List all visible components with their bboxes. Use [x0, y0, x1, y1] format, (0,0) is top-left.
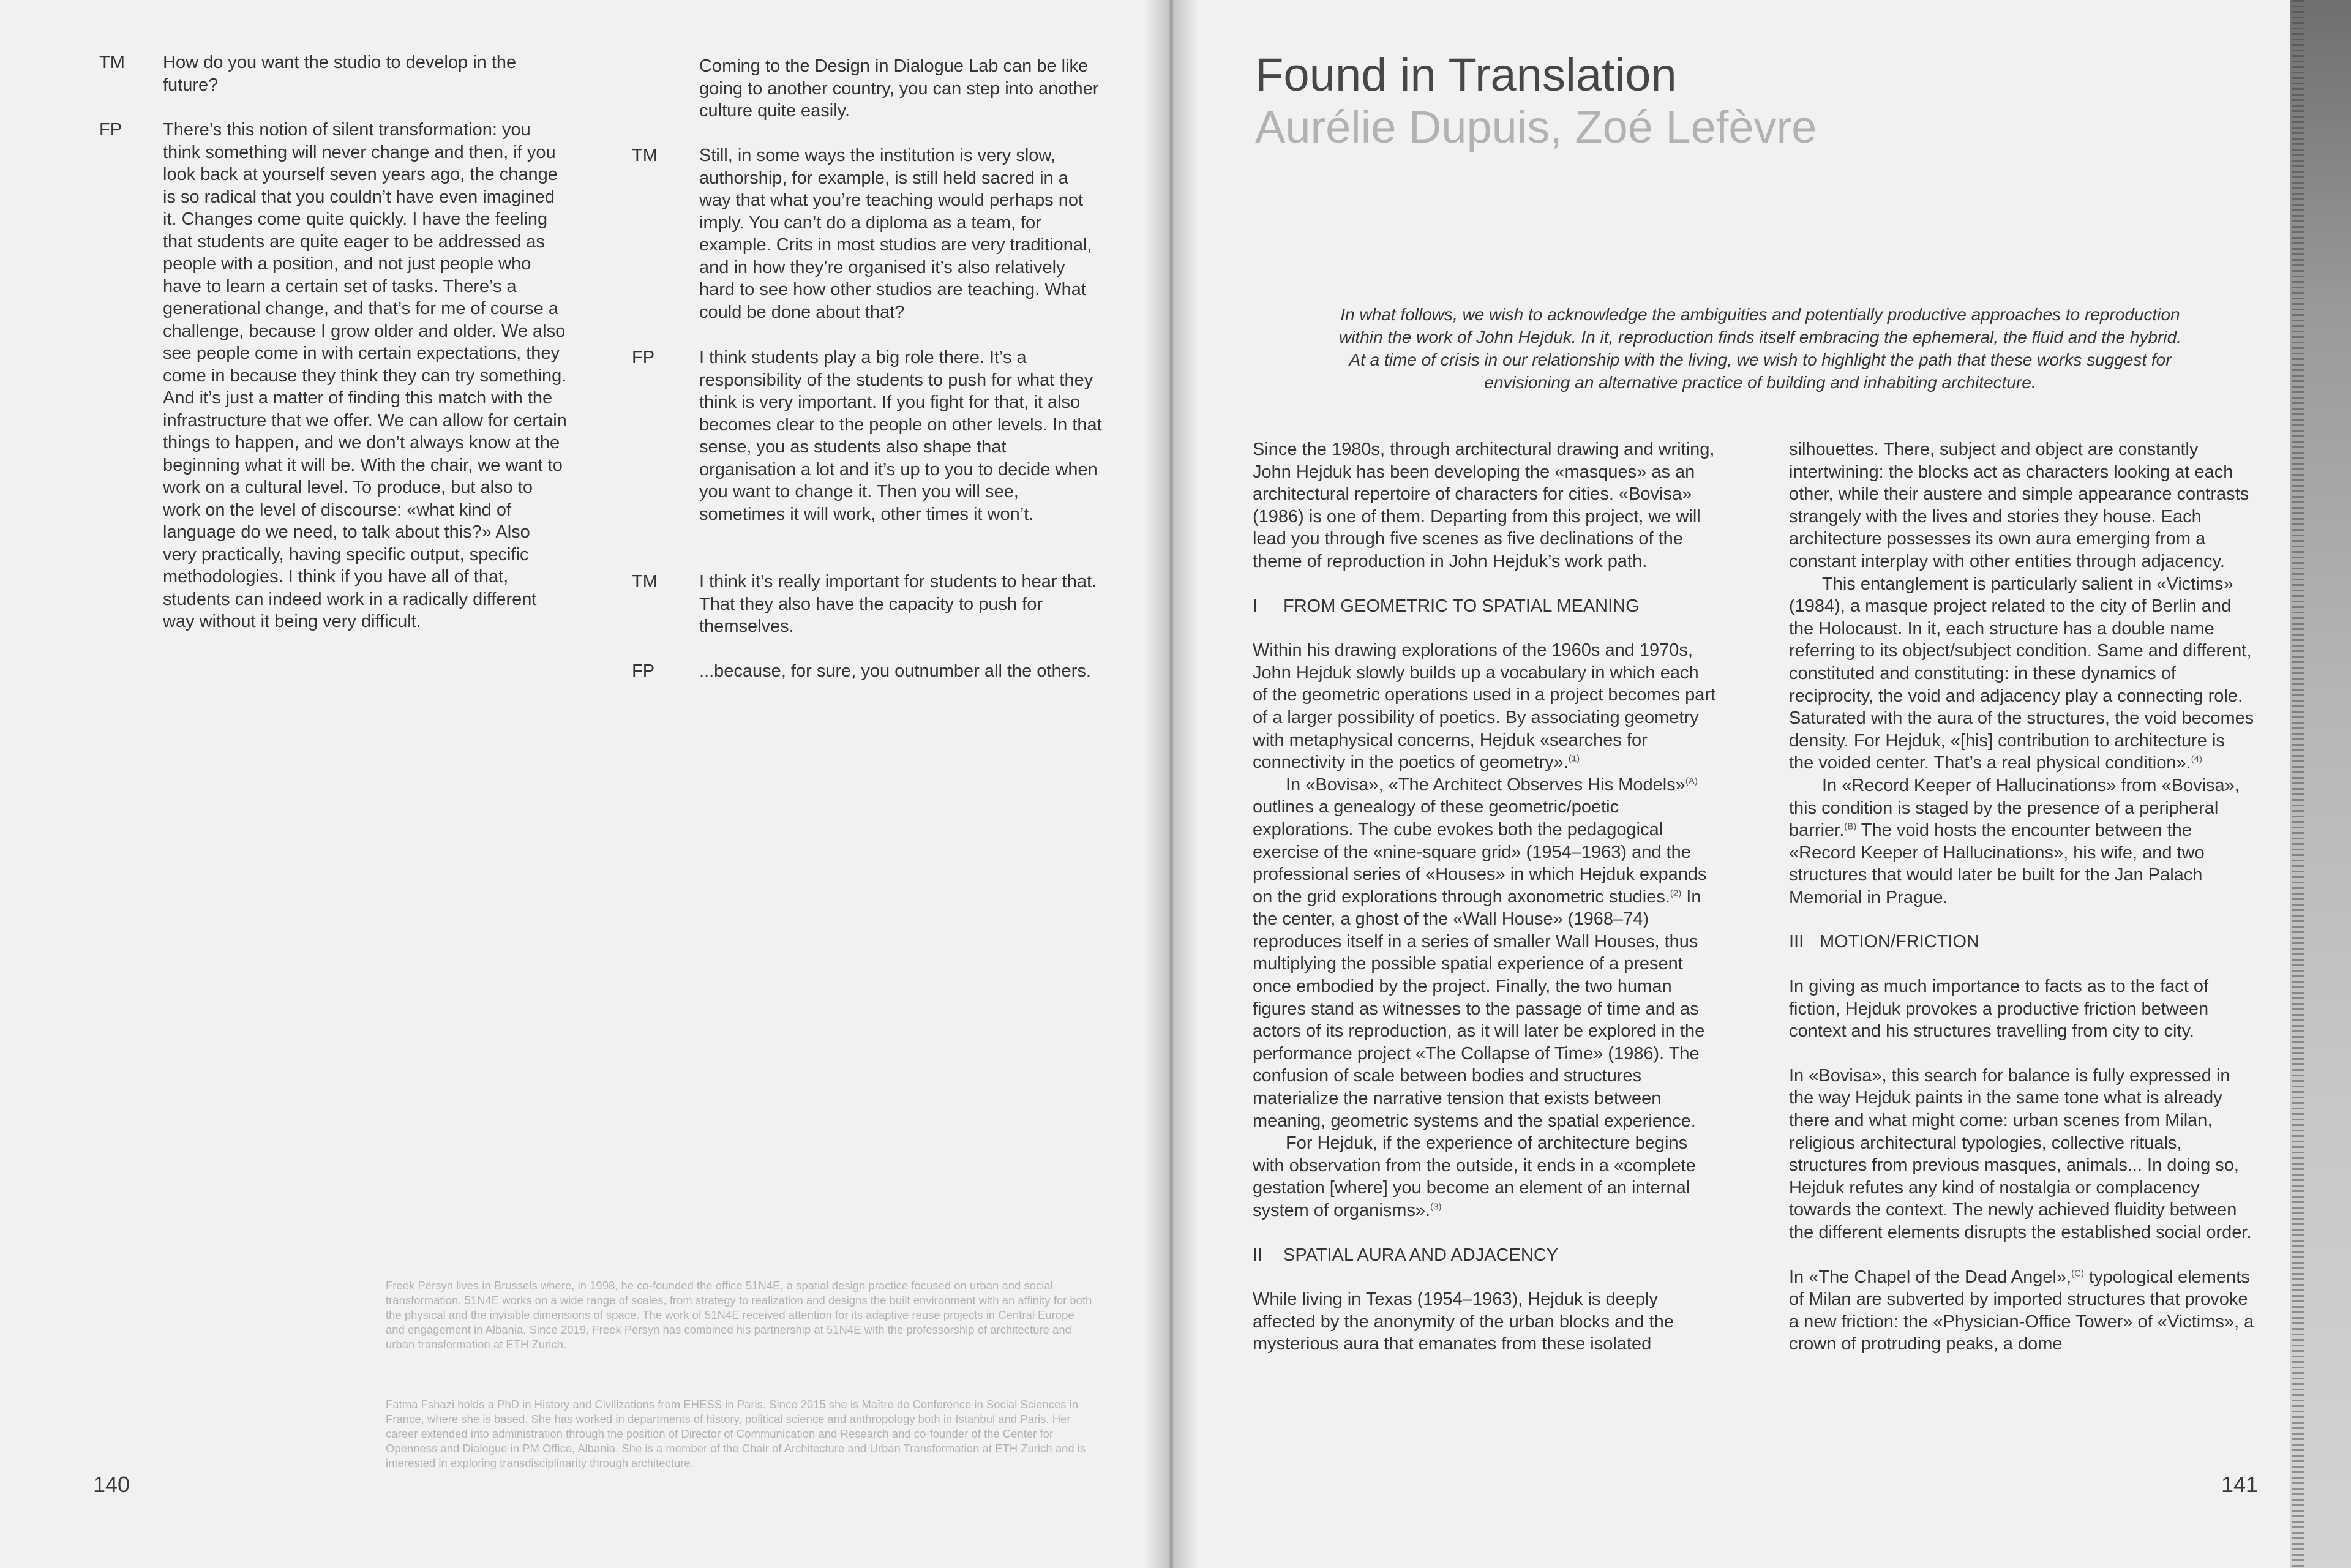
paragraph — [1253, 639, 1718, 774]
bio-fatma-fshazi: Fatma Fshazi holds a PhD in History and Civilizations from EHESS in Paris. Since 2015 she is Maître de Conference in Social Sciences in France, where she is based. She has worked in departments of history, political science and anthropology both in Istanbul and Paris. Her career extended into administration through the position of Director of Communication and Research and co-founder of the Center for Openness and Dialogue in PM Office, Albania. She is a member of the Chair of Architecture and Urban Transformation at ETH Zurich and is interested in exploring transdisciplinarity through architecture. — [386, 1398, 1086, 1469]
paragraph: In giving as much importance to facts as to the fact of fiction, Hejduk provokes a productive friction between context and his structures travelling from city to city. — [1789, 977, 2209, 1041]
paragraph-text: In «The Chapel of the Dead Angel», — [1789, 1267, 2072, 1287]
article-title: Found in Translation — [1255, 49, 1677, 101]
paragraph-text: outlines a genealogy of these geometric/poetic explorations. The cube evokes both the pedagogical exercise of the «nine-square grid» (1954–1963) and the professional series of «Houses» in which Hejduk expands on the grid explorations through axonometric studies. — [1253, 797, 1707, 907]
section-number: I — [1253, 596, 1258, 616]
section-heading-1 — [1253, 595, 1718, 618]
intro-paragraph: Since the 1980s, through architectural drawing and writing, John Hejduk has been developing the «masques» as an architectural repertoire of characters for cities. «Bovisa» (1986) is one of them. Departing from this project, we will lead you through five scenes as five declinations of the theme of reproduction in John Hejduk’s work path. — [1253, 440, 1715, 571]
interview-answer: There’s this notion of silent transformation: you think something will never change and then, if you look back at yourself seven years ago, the change is so radical that you couldn’t have even imagined it. Changes come quite quickly. I have the feeling that students are quite eager to be addressed as people with a position, and not just people who have to learn a certain set of tasks. There’s a generational change, and that’s for me of course a challenge, because I grow older and older. We also see people come in with certain expectations, they come in because they think they can try something. And it’s just a matter of finding this match with the infrastructure that we offer. We can allow for certain things to happen, and we don’t always know at the beginning what it will be. With the chair, we want to work on a cultural level. To produce, but also to work on the level of discourse: «what kind of language do we need, to talk about this?» Also very practically, having specific output, specific methodologies. I think if you have all of that, students can indeed work in a radically different way without it being very difficult. — [163, 120, 567, 631]
paragraph: While living in Texas (1954–1963), Hejduk is deeply affected by the anonymity of the urban blocks and the mysterious aura that emanates from these isolated — [1253, 1289, 1674, 1354]
section-title: MOTION/FRICTION — [1820, 932, 1979, 952]
speaker-label: TM — [632, 572, 658, 591]
footnote-ref: (1) — [1568, 753, 1580, 764]
interview-question: How do you want the studio to develop in the future? — [163, 53, 517, 95]
paragraph — [1253, 774, 1718, 1133]
speaker-label: FP — [99, 120, 122, 140]
interview-question: Still, in some ways the institution is very slow, authorship, for example, is still held sacred in a way that what you’re teaching would perhaps not imply. You can’t do a diploma as a team, for example. Crits in most studios are very traditional, and in how they’re organised it’s also relatively hard to see how other studios are teaching. What could be done about that? — [699, 146, 1092, 322]
book-gutter — [1144, 0, 1199, 1568]
paragraph-text: In «Record Keeper of Hallucinations» from «Bovisa», this condition is staged by the presence of a peripheral barrier. — [1789, 775, 2240, 841]
section-heading-2 — [1253, 1244, 1718, 1267]
paragraph-text: For Hejduk, if the experience of architecture begins with observation from the outside, it ends in a «complete gestation [where] you become an element of an internal system of organisms». — [1253, 1133, 1696, 1220]
page-edge-strip — [2290, 0, 2351, 1568]
paragraph — [1789, 775, 2254, 909]
paragraph — [1253, 1132, 1718, 1221]
section-title: FROM GEOMETRIC TO SPATIAL MEANING — [1283, 596, 1640, 616]
body-column-left — [1253, 438, 1718, 1356]
speaker-label: TM — [99, 53, 125, 72]
page-number-right: 141 — [2221, 1472, 2259, 1497]
paragraph-text: This entanglement is particularly salient in «Victims» (1984), a masque project related to the city of Berlin and the Holocaust. In it, each structure has a double name referring to its object/subject condition. Same and different, constituted and constituting: in these dynamics of reciprocity, the void and adjacency play a connecting role. Saturated with the aura of the structures, the void becomes density. For Hejduk, «[his] contribution to architecture is the voided center. That’s a real physical condition». — [1789, 574, 2254, 773]
paragraph — [1789, 573, 2254, 775]
body-column-right — [1789, 438, 2254, 1356]
speaker-label: TM — [632, 146, 658, 165]
figure-ref: (C) — [2071, 1267, 2084, 1278]
speaker-label: FP — [632, 348, 655, 367]
bio-freek-persyn: Freek Persyn lives in Brussels where, in 1998, he co-founded the office 51N4E, a spatial design practice focused on urban and social transformation. 51N4E works on a wide range of scales, from strategy to realization and designs the built environment with an affinity for both the physical and the invisible dimensions of space. The work of 51N4E received attention for its adaptive reuse projects in Central Europe and engagement in Albania. Since 2019, Freek Persyn has combined his partnership at 51N4E with the professorship of architecture and urban transformation at ETH Zurich. — [386, 1279, 1092, 1351]
article-abstract: In what follows, we wish to acknowledge the ambiguities and potentially productive approaches to reproduction within the work of John Hejduk. In it, reproduction finds itself embracing the ephemeral, the fluid and the hybrid. At a time of crisis in our relationship with the living, we wish to highlight the path that these works suggest for envisioning an alternative practice of building and inhabiting architecture. — [1339, 305, 2181, 392]
article-authors: Aurélie Dupuis, Zoé Lefèvre — [1255, 102, 1817, 152]
footnote-ref: (3) — [1430, 1201, 1442, 1212]
paragraph-text: In «Bovisa», «The Architect Observes His Models» — [1286, 775, 1685, 795]
interview-answer: ...because, for sure, you outnumber all the others. — [699, 661, 1091, 681]
paragraph: silhouettes. There, subject and object are constantly intertwining: the blocks act as characters looking at each other, while their austere and simple appearance contrasts strangely with the lives and stories they house. Each architecture possesses its own aura emerging from a constant interplay with other entities through adjacency. — [1789, 440, 2249, 571]
interview-answer-continued: Coming to the Design in Dialogue Lab can be like going to another country, you can step into another culture quite easily. — [699, 56, 1099, 121]
paragraph-text: In the center, a ghost of the «Wall House» (1968–74) reproduces itself in a series of smaller Wall Houses, thus multiplying the possible spatial experience of a present once embodied by the project. Finally, the two human figures stand as witnesses to the passage of time and as actors of its reproduction, as it will later be explored in the performance project «The Collapse of Time» (1986). The confusion of scale between bodies and structures materialize the narrative tension that exists between meaning, geometric systems and the spatial experience. — [1253, 887, 1705, 1131]
footnote-ref: (2) — [1670, 888, 1682, 899]
paragraph-text: Within his drawing explorations of the 1960s and 1970s, John Hejduk slowly builds up a vocabulary in which each of the geometric operations used in a project becomes part of a larger possibility of poetics. By associating geometry with metaphysical concerns, Hejduk «searches for connectivity in the poetics of geometry». — [1253, 640, 1716, 773]
speaker-label: FP — [632, 661, 655, 681]
footnote-ref: (4) — [2191, 754, 2203, 765]
section-heading-3 — [1789, 931, 2254, 953]
figure-ref: (B) — [1844, 821, 1857, 832]
paragraph-text: The void hosts the encounter between the «Record Keeper of Hallucinations», his wife, and two structures that would later be built for the Jan Palach Memorial in Prague. — [1789, 820, 2205, 907]
paragraph — [1789, 1266, 2254, 1356]
paragraph: In «Bovisa», this search for balance is fully expressed in the way Hejduk paints in the same tone what is already there and what might come: urban scenes from Milan, religious architectural typologies, collective rituals, structures from previous masques, animals... In doing so, Hejduk refutes any kind of nostalgia or complacency towards the context. The newly achieved fluidity between the different elements disrupts the established social order. — [1789, 1065, 2252, 1242]
interview-answer: I think students play a big role there. It’s a responsibility of the students to push for what they think is very important. If you fight for that, it also becomes clear to the people on other levels. In that sense, you as students also shape that organisation a lot and it’s up to you to decide when you want to change it. Then you will see, sometimes it will work, other times it won’t. — [699, 348, 1102, 524]
section-title: SPATIAL AURA AND ADJACENCY — [1283, 1245, 1559, 1265]
page-edge-hatch — [2292, 0, 2304, 1568]
section-number: II — [1253, 1245, 1263, 1265]
figure-ref: (A) — [1685, 776, 1698, 787]
interview-question: I think it’s really important for students to hear that. That they also have the capacity to push for themselves. — [699, 572, 1097, 636]
page-number-left: 140 — [93, 1472, 130, 1497]
paragraph-text: typological elements of Milan are subverted by imported structures that provoke a new friction: the «Physician-Office Tower» of «Victims», a crown of protruding peaks, a dome — [1789, 1267, 2254, 1354]
section-number: III — [1789, 932, 1804, 952]
